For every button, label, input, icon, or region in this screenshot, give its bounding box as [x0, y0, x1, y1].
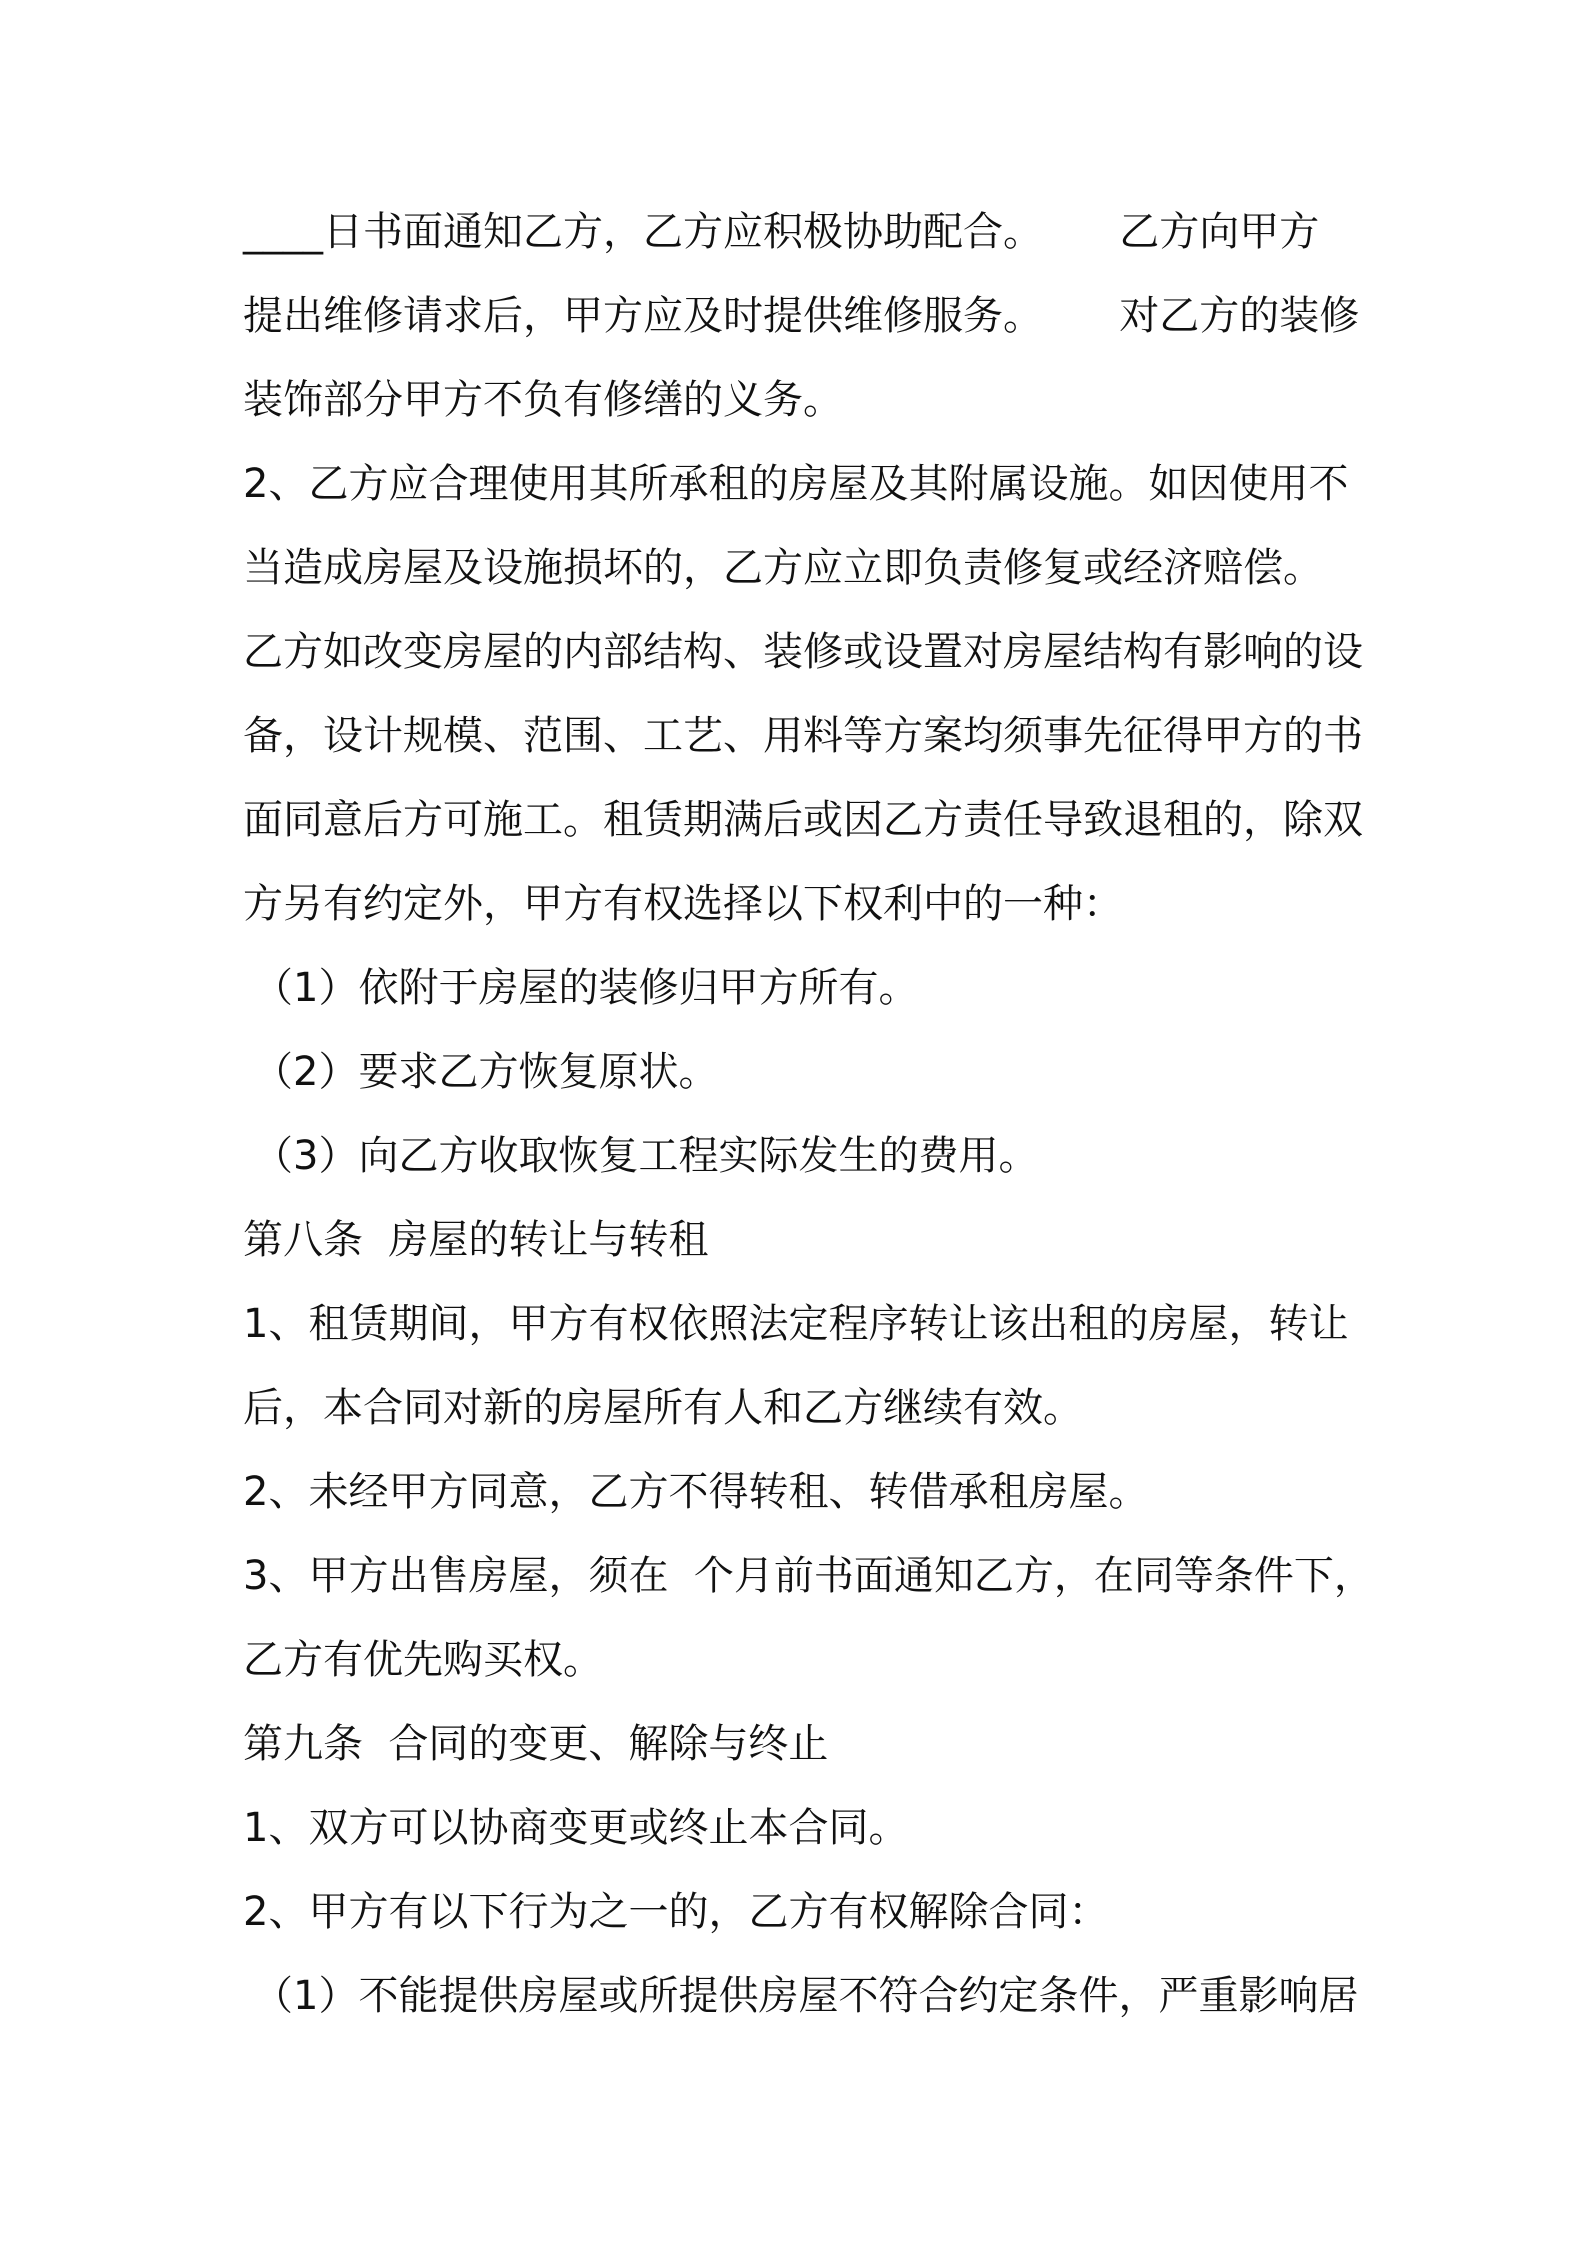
text-line-20: 1、双方可以协商变更或终止本合同。: [243, 1805, 909, 1851]
text-line-12: （3）向乙方收取恢复工程实际发生的费用。: [253, 1133, 1039, 1179]
text-line-7: 备，设计规模、范围、工艺、用料等方案均须事先征得甲方的书: [243, 713, 1363, 759]
text-line-14: 1、租赁期间，甲方有权依照法定程序转让该出租的房屋，转让: [243, 1301, 1349, 1347]
section-heading-article-8: 第八条 房屋的转让与转租: [243, 1217, 709, 1263]
text-line-8: 面同意后方可施工。租赁期满后或因乙方责任导致退租的，除双: [243, 797, 1363, 843]
text-line-21: 2、甲方有以下行为之一的，乙方有权解除合同：: [243, 1889, 1109, 1935]
text-line-11: （2）要求乙方恢复原状。: [253, 1049, 719, 1095]
text-line-15: 后，本合同对新的房屋所有人和乙方继续有效。: [243, 1385, 1083, 1431]
section-heading-article-9: 第九条 合同的变更、解除与终止: [243, 1721, 829, 1767]
text-line-2: 提出维修请求后，甲方应及时提供维修服务。 对乙方的装修: [243, 293, 1360, 339]
text-line-1: ____日书面通知乙方，乙方应积极协助配合。 乙方向甲方: [243, 209, 1320, 255]
text-line-10: （1）依附于房屋的装修归甲方所有。: [253, 965, 919, 1011]
text-line-22: （1）不能提供房屋或所提供房屋不符合约定条件，严重影响居: [253, 1973, 1359, 2019]
text-line-17: 3、甲方出售房屋，须在 个月前书面通知乙方，在同等条件下，: [243, 1553, 1374, 1599]
text-line-16: 2、未经甲方同意，乙方不得转租、转借承租房屋。: [243, 1469, 1149, 1515]
text-line-18: 乙方有优先购买权。: [243, 1637, 603, 1683]
text-line-4: 2、乙方应合理使用其所承租的房屋及其附属设施。如因使用不: [243, 461, 1349, 507]
text-line-9: 方另有约定外，甲方有权选择以下权利中的一种：: [243, 881, 1123, 927]
text-line-5: 当造成房屋及设施损坏的，乙方应立即负责修复或经济赔偿。: [243, 545, 1323, 591]
text-line-3: 装饰部分甲方不负有修缮的义务。: [243, 377, 843, 423]
text-line-6: 乙方如改变房屋的内部结构、装修或设置对房屋结构有影响的设: [243, 629, 1363, 675]
document-body: [243, 190, 1374, 2038]
